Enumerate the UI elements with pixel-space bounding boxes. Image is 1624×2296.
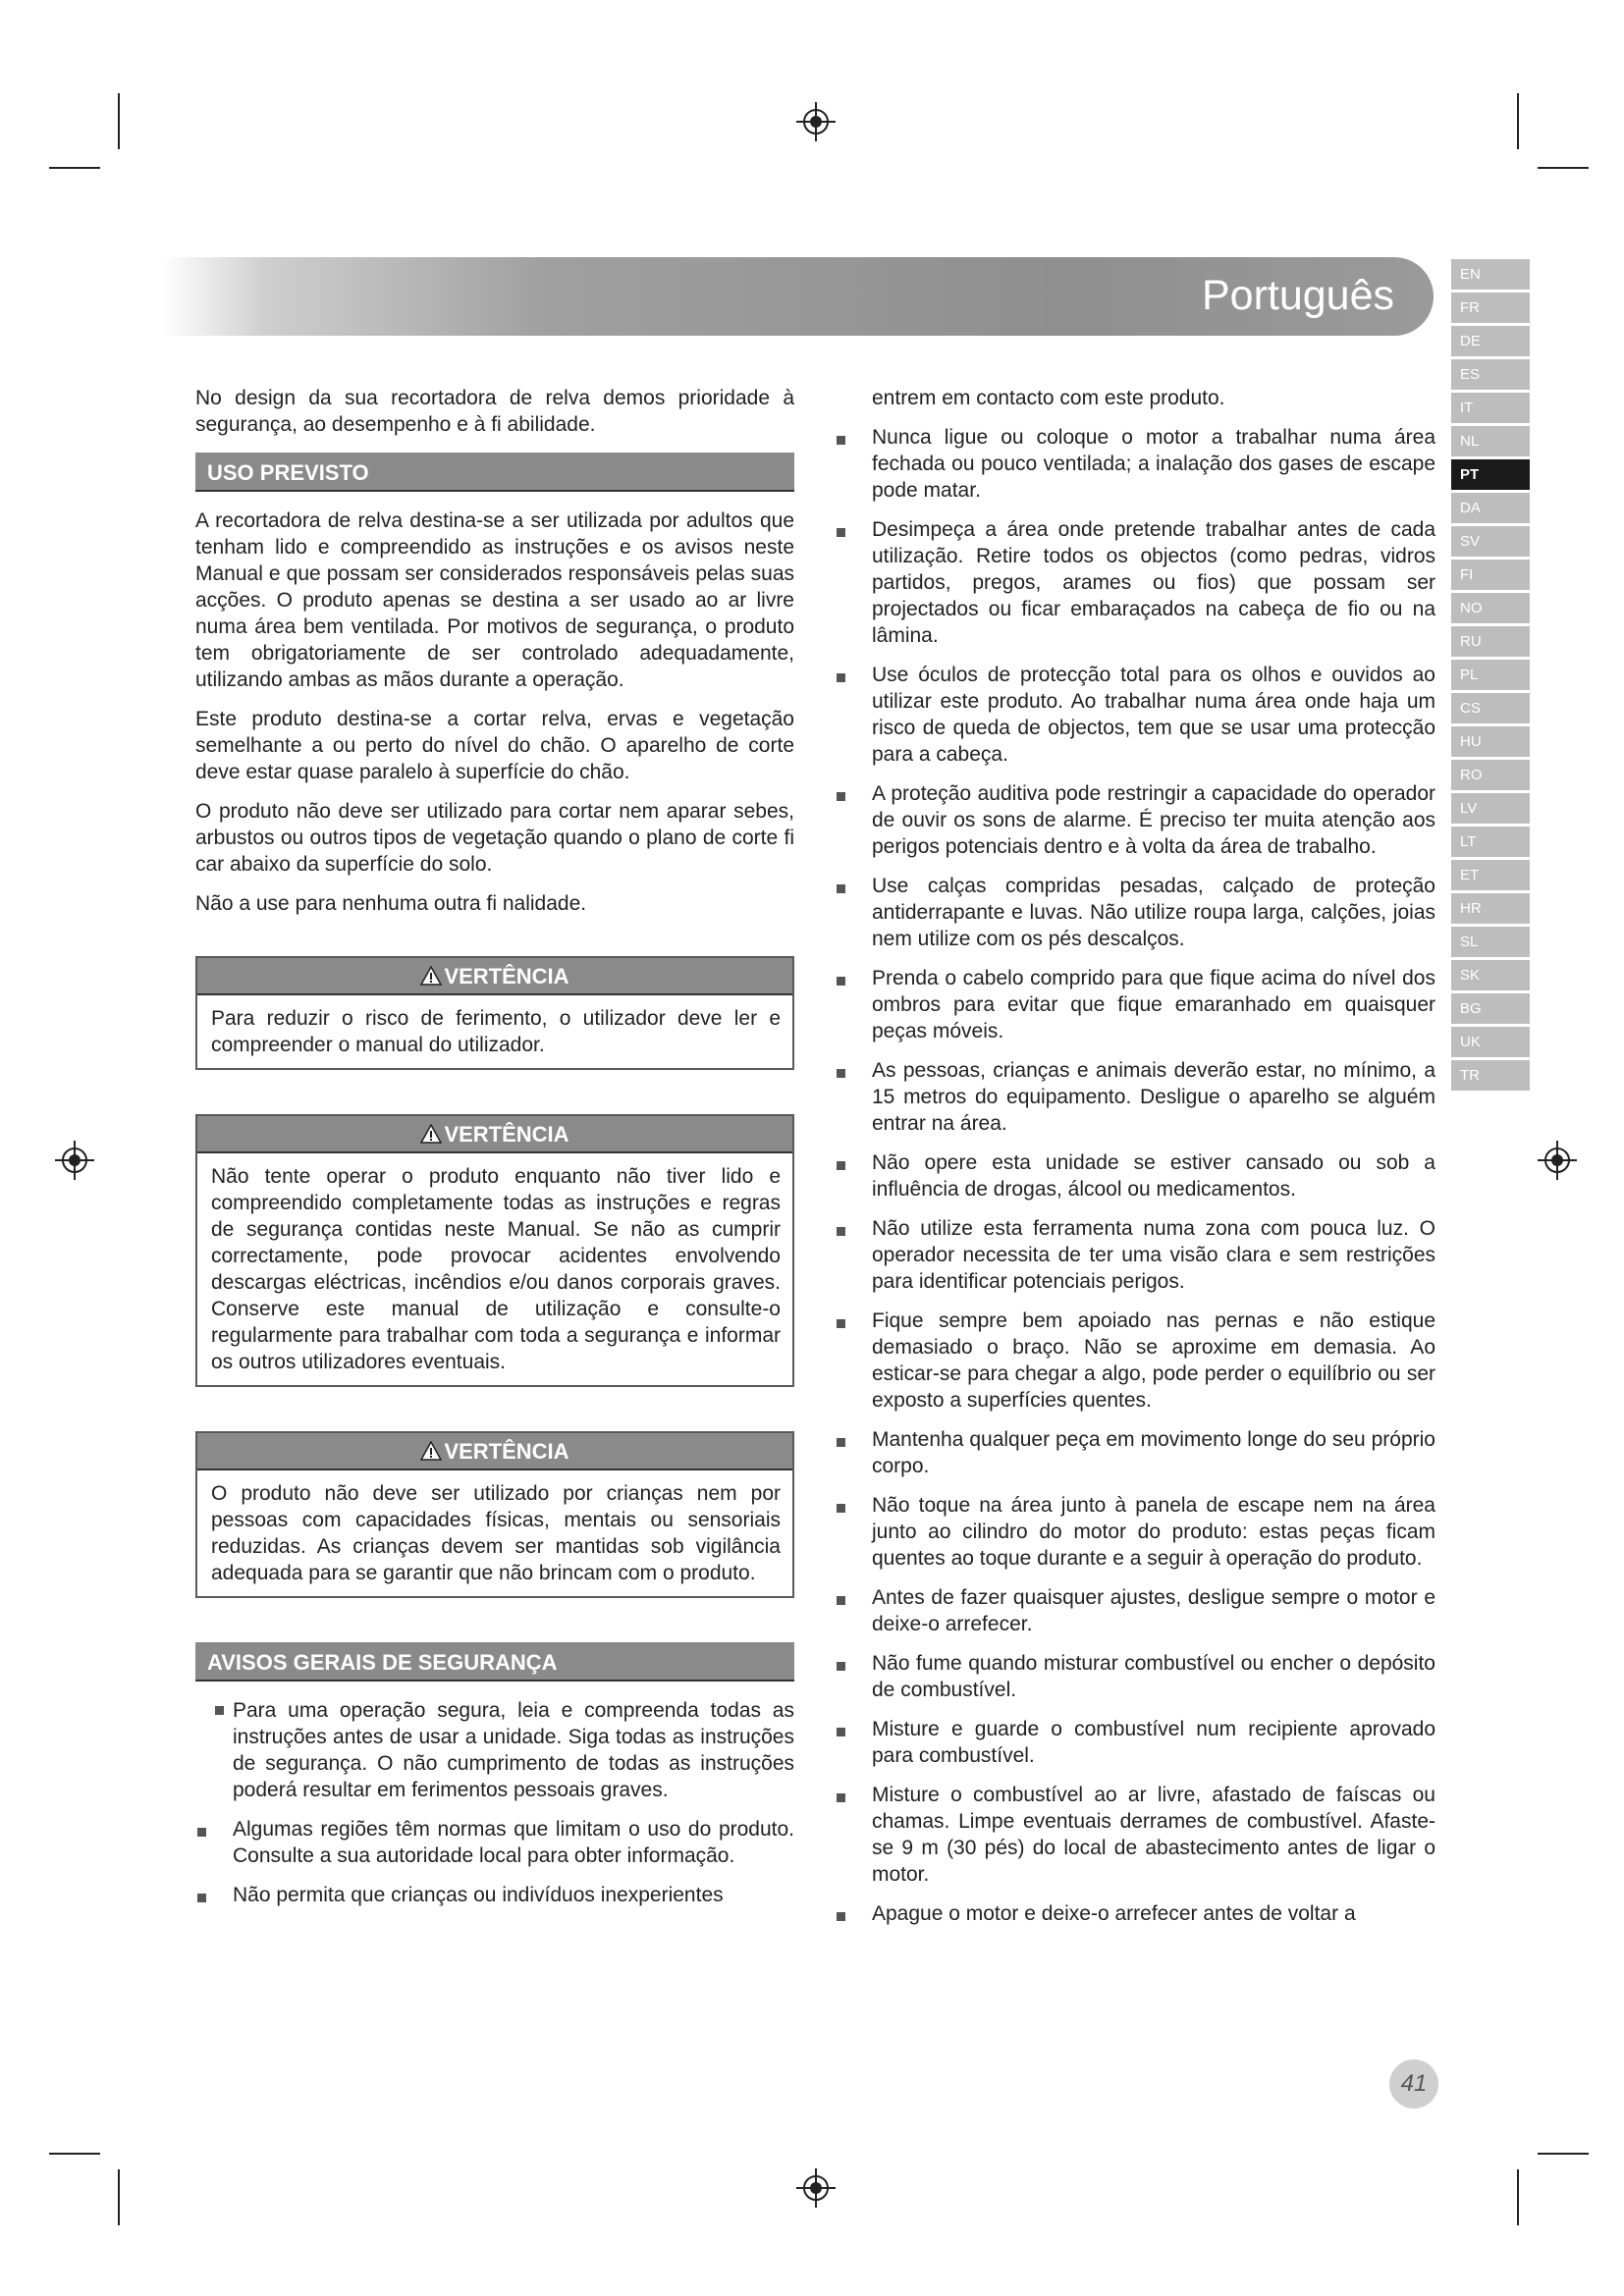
language-tab-fi[interactable]: FI [1451,560,1530,590]
language-tab-lt[interactable]: LT [1451,827,1530,857]
registration-mark-icon [1538,1141,1577,1180]
list-item: Para uma operação segura, leia e compreenda todas as instruções antes de usar a unidade. Siga todas as instruções de segurança. O não cumprimento de todas as instruções poderá resultar em ferimentos pessoais graves. [195,1697,794,1803]
list-item: Prenda o cabelo comprido para que fique acima do nível dos ombros para evitar que fique emaranhado em quaisquer peças móveis. [835,965,1435,1044]
language-tab-hu[interactable]: HU [1451,726,1530,757]
list-item: Não permita que crianças ou indivíduos inexperientes [195,1882,794,1908]
list-item-continuation: entrem em contacto com este produto. [872,387,1225,409]
registration-mark-icon [796,2168,836,2208]
warning-header [197,958,792,995]
warning-box [195,956,794,1070]
list-item: As pessoas, crianças e animais deverão estar, no mínimo, a 15 metros do equipamento. Desligue o aparelho se alguém entrar na área. [835,1057,1435,1137]
language-tab-en[interactable]: EN [1451,259,1530,290]
paragraph: Este produto destina-se a cortar relva, ervas e vegetação semelhante a ou perto do nível do chão. O aparelho de corte deve estar quase paralelo à superfície do chão. [195,708,794,783]
list-item: Não fume quando misturar combustível ou encher o depósito de combustível. [835,1650,1435,1703]
crop-mark [49,2153,100,2155]
language-tab-da[interactable]: DA [1451,493,1530,523]
list-item: Mantenha qualquer peça em movimento longe do seu próprio corpo. [835,1426,1435,1479]
registration-mark-icon [796,102,836,141]
list-item: Apague o motor e deixe-o arrefecer antes de voltar a [835,1900,1435,1927]
warning-header [197,1433,792,1470]
page-title: Português [1201,272,1394,319]
section-heading-uso-previsto: USO PREVISTO [195,453,794,492]
list-item: Não utilize esta ferramenta numa zona com pouca luz. O operador necessita de ter uma visão clara e sem restrições para identificar potenciais perigos. [835,1215,1435,1295]
list-item: Use calças compridas pesadas, calçado de proteção antiderrapante e luvas. Não utilize roupa larga, calções, joias nem utilize com os pés descalços. [835,873,1435,952]
warning-triangle-icon [420,966,442,986]
list-item: Use óculos de protecção total para os olhos e ouvidos ao utilizar este produto. Ao trabalhar numa área onde haja um risco de queda de objectos, tem que se usar uma protecção para a cabeça. [835,662,1435,768]
list-item: Nunca ligue ou coloque o motor a trabalhar numa área fechada ou pouco ventilada; a inalação dos gases de escape pode matar. [835,424,1435,504]
language-tab-et[interactable]: ET [1451,860,1530,890]
language-tab-it[interactable]: IT [1451,393,1530,423]
right-column [835,385,1435,1940]
language-tab-sl[interactable]: SL [1451,927,1530,957]
language-tab-de[interactable]: DE [1451,326,1530,356]
warning-triangle-icon [420,1441,442,1461]
warning-title: VERTÊNCIA [444,1439,569,1464]
crop-mark [118,2169,120,2225]
language-tab-sv[interactable]: SV [1451,526,1530,557]
crop-mark [1538,2153,1589,2155]
list-item: Antes de fazer quaisquer ajustes, desligue sempre o motor e deixe-o arrefecer. [835,1584,1435,1637]
language-tab-cs[interactable]: CS [1451,693,1530,723]
crop-mark [118,93,120,149]
list-item: Desimpeça a área onde pretende trabalhar antes de cada utilização. Retire todos os objectos (como pedras, vidros partidos, pregos, arames ou fios) que possam ser projectados ou ficar embaraçados na cabeça de fio ou na lâmina. [835,516,1435,649]
language-tab-bg[interactable]: BG [1451,993,1530,1024]
warning-text: Não tente operar o produto enquanto não tiver lido e compreendido completamente todas as instruções e regras de segurança contidas neste Manual. Se não as cumprir correctamente, pode provocar acidentes envolvendo descargas eléctricas, incêndios e/ou danos corporais graves. Conserve este manual de utilização e consulte-o regularmente para trabalhar com toda a segurança e informar os outros utilizadores eventuais. [211,1165,781,1373]
list-item: Não toque na área junto à panela de escape nem na área junto ao cilindro do motor do produto: estas peças ficam quentes ao toque durante e a seguir à operação do produto. [835,1492,1435,1572]
language-tab-tr[interactable]: TR [1451,1060,1530,1091]
list-item: A proteção auditiva pode restringir a capacidade do operador de ouvir os sons de alarme. É preciso ter muita atenção aos perigos potenciais dentro e à volta da área de trabalho. [835,780,1435,860]
language-tab-uk[interactable]: UK [1451,1027,1530,1057]
language-tab-sk[interactable]: SK [1451,960,1530,990]
paragraph: A recortadora de relva destina-se a ser utilizada por adultos que tenham lido e compreendido as instruções e os avisos neste Manual e que possam ser considerados responsáveis pelas suas acções. O produto apenas se destina a ser usado ao ar livre numa área bem ventilada. Por motivos de segurança, o produto tem obrigatoriamente de ser controlado adequadamente, utilizando ambas as mãos durante a operação. [195,509,794,691]
section-heading-avisos-gerais: AVISOS GERAIS DE SEGURANÇA [195,1642,794,1682]
warning-box [195,1431,794,1598]
safety-list-left [195,1697,794,1908]
language-header-bar [162,257,1434,336]
language-tabs [1451,259,1530,1094]
language-tab-es[interactable]: ES [1451,359,1530,390]
language-tab-no[interactable]: NO [1451,593,1530,623]
crop-mark [1517,93,1519,149]
language-tab-fr[interactable]: FR [1451,293,1530,323]
page-number: 41 [1389,2059,1438,2109]
warning-box [195,1114,794,1387]
crop-mark [1538,167,1589,169]
paragraph: O produto não deve ser utilizado para cortar nem aparar sebes, arbustos ou outros tipos de vegetação quando o plano de corte fi car abaixo da superfície do solo. [195,800,794,876]
list-item: Algumas regiões têm normas que limitam o uso do produto. Consulte a sua autoridade local para obter informação. [195,1816,794,1869]
left-column [195,385,794,1921]
warning-text: O produto não deve ser utilizado por crianças nem por pessoas com capacidades físicas, mentais ou sensoriais reduzidas. As crianças devem ser mantidas sob vigilância adequada para se garantir que não brincam com o produto. [211,1482,781,1584]
warning-title: VERTÊNCIA [444,964,569,988]
language-tab-nl[interactable]: NL [1451,426,1530,456]
intro-text: No design da sua recortadora de relva demos prioridade à segurança, ao desempenho e à fi abilidade. [195,387,794,436]
paragraph: Não a use para nenhuma outra fi nalidade. [195,892,587,915]
language-tab-ru[interactable]: RU [1451,626,1530,657]
registration-mark-icon [55,1141,94,1180]
list-item: Não opere esta unidade se estiver cansado ou sob a influência de drogas, álcool ou medicamentos. [835,1149,1435,1202]
list-item: Fique sempre bem apoiado nas pernas e não estique demasiado o braço. Não se aproxime em demasia. Ao esticar-se para chegar a algo, pode perder o equilíbrio ou ser exposto a superfícies quentes. [835,1308,1435,1414]
language-tab-pt[interactable]: PT [1451,459,1530,490]
list-item: Misture o combustível ao ar livre, afastado de faíscas ou chamas. Limpe eventuais derrames de combustível. Afaste-se 9 m (30 pés) do local de abastecimento antes de ligar o motor. [835,1782,1435,1888]
warning-triangle-icon [420,1124,442,1144]
warning-header [197,1116,792,1153]
language-tab-ro[interactable]: RO [1451,760,1530,790]
language-tab-pl[interactable]: PL [1451,660,1530,690]
warning-title: VERTÊNCIA [444,1122,569,1147]
list-item: Misture e guarde o combustível num recipiente aprovado para combustível. [835,1716,1435,1769]
safety-list-right [835,385,1435,1927]
language-tab-hr[interactable]: HR [1451,893,1530,924]
warning-text: Para reduzir o risco de ferimento, o utilizador deve ler e compreender o manual do utilizador. [211,1007,781,1056]
crop-mark [1517,2169,1519,2225]
crop-mark [49,167,100,169]
language-tab-lv[interactable]: LV [1451,793,1530,824]
